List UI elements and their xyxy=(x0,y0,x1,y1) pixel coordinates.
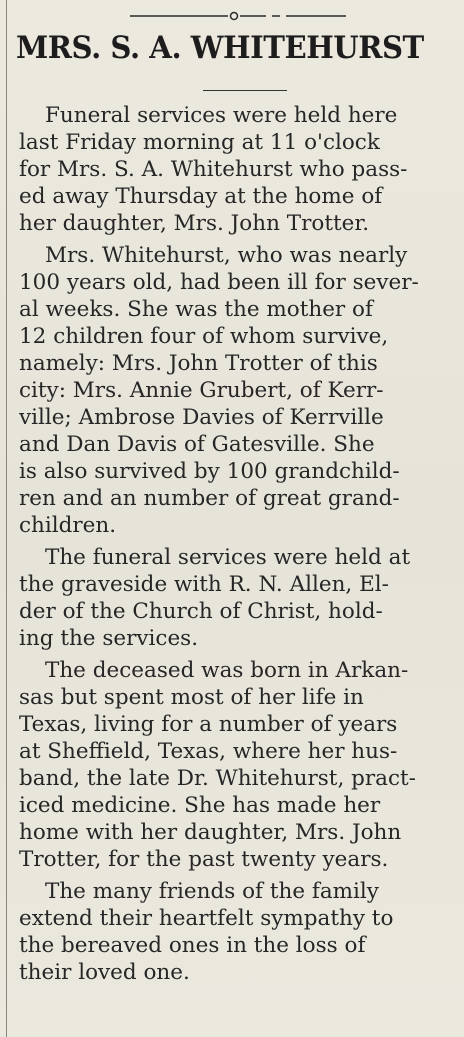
headline-rule xyxy=(203,90,287,91)
text-line: Mrs. Whitehurst, who was nearly xyxy=(45,243,408,268)
text-line: iced medicine. She has made her xyxy=(19,793,381,818)
text-line: The deceased was born in Arkan- xyxy=(45,658,409,683)
text-line: extend their heartfelt sympathy to xyxy=(19,906,394,931)
text-line: ville; Ambrose Davies of Kerrville xyxy=(19,405,384,430)
text-line: home with her daughter, Mrs. John xyxy=(19,820,402,845)
text-line: for Mrs. S. A. Whitehurst who pass- xyxy=(19,157,408,182)
paragraph-4 xyxy=(19,657,457,873)
text-line: city: Mrs. Annie Grubert, of Kerr- xyxy=(19,378,384,403)
article-body xyxy=(19,102,457,991)
paragraph-3 xyxy=(19,544,457,652)
text-line: 100 years old, had been ill for sever- xyxy=(19,270,419,295)
text-line: is also survived by 100 grandchild- xyxy=(19,459,400,484)
paragraph-2 xyxy=(19,242,457,539)
text-line: band, the late Dr. Whitehurst, pract- xyxy=(19,766,416,791)
text-line: The funeral services were held at xyxy=(45,545,411,570)
text-line: the graveside with R. N. Allen, El- xyxy=(19,572,389,597)
text-line: Texas, living for a number of years xyxy=(19,712,398,737)
headline: MRS. S. A. WHITEHURST xyxy=(16,30,424,66)
text-line: the bereaved ones in the loss of xyxy=(19,933,366,958)
text-line: and Dan Davis of Gatesville. She xyxy=(19,432,375,457)
text-line: The many friends of the family xyxy=(45,879,379,904)
text-line: 12 children four of whom survive, xyxy=(19,324,389,349)
text-line: her daughter, Mrs. John Trotter. xyxy=(19,211,370,236)
text-line: children. xyxy=(19,513,117,538)
paragraph-1 xyxy=(19,102,457,237)
text-line: at Sheffield, Texas, where her hus- xyxy=(19,739,398,764)
text-line: Trotter, for the past twenty years. xyxy=(19,847,389,872)
text-line: their loved one. xyxy=(19,960,190,985)
text-line: ren and an number of great grand- xyxy=(19,486,400,511)
text-line: der of the Church of Christ, hold- xyxy=(19,599,383,624)
text-line: ed away Thursday at the home of xyxy=(19,184,383,209)
text-line: sas but spent most of her life in xyxy=(19,685,364,710)
text-line: namely: Mrs. John Trotter of this xyxy=(19,351,378,376)
text-line: last Friday morning at 11 o'clock xyxy=(19,130,380,155)
text-line: Funeral services were held here xyxy=(45,103,398,128)
text-line: ing the services. xyxy=(19,626,199,651)
text-line: al weeks. She was the mother of xyxy=(19,297,373,322)
column-rule xyxy=(6,0,7,1037)
ornament-divider xyxy=(130,8,346,24)
paragraph-5 xyxy=(19,878,457,986)
